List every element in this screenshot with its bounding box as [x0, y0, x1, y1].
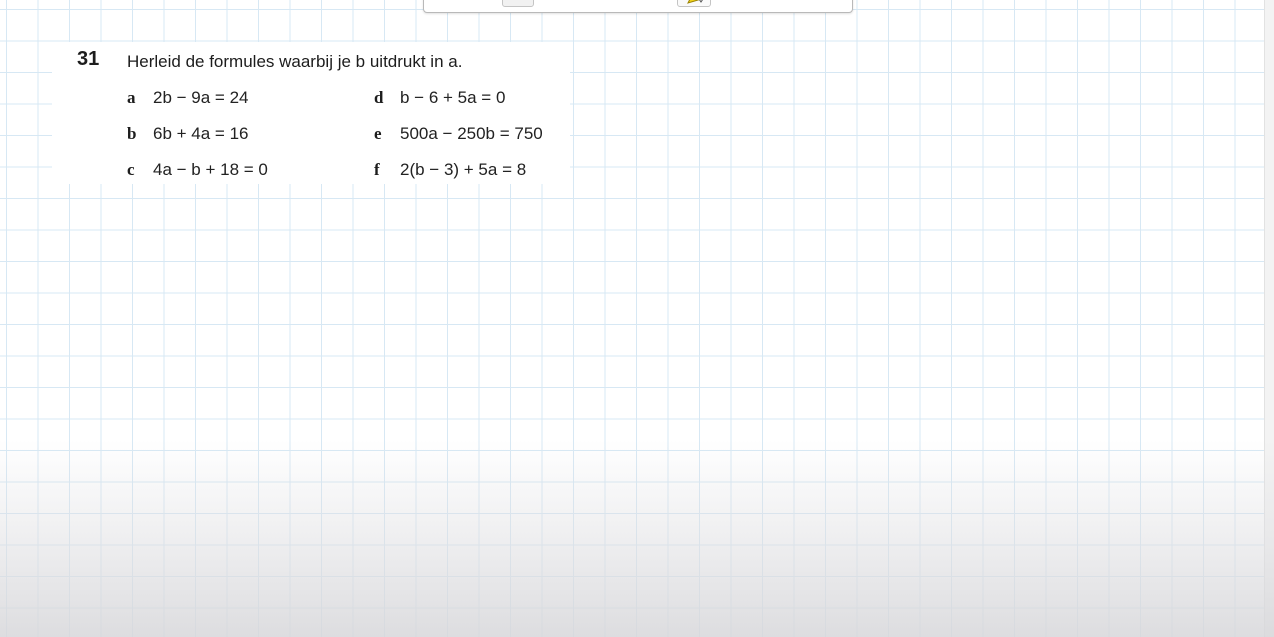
exercise-item-f	[374, 160, 526, 180]
item-expression: 500a − 250b = 750	[400, 124, 543, 143]
item-expression: 2(b − 3) + 5a = 8	[400, 160, 527, 179]
item-expression: 2b − 9a = 24	[153, 88, 249, 107]
pen-icon	[686, 0, 704, 6]
exercise-item-e	[374, 124, 543, 144]
pen-tool-button[interactable]	[677, 0, 711, 7]
item-letter: f	[374, 160, 380, 179]
item-letter: d	[374, 88, 384, 107]
scrollbar-track[interactable]	[1264, 0, 1274, 637]
exercise-item-c	[127, 160, 268, 180]
toolbar-button[interactable]	[502, 0, 534, 7]
drawing-toolbar	[423, 0, 853, 13]
item-expression: 4a − b + 18 = 0	[153, 160, 268, 179]
item-letter: b	[127, 124, 137, 143]
item-expression: b − 6 + 5a = 0	[400, 88, 506, 107]
exercise-item-d	[374, 88, 505, 108]
exercise-item-b	[127, 124, 248, 144]
item-letter: c	[127, 160, 135, 179]
exercise-number: 31	[77, 48, 100, 70]
exercise-panel	[52, 42, 570, 184]
item-letter: e	[374, 124, 382, 143]
item-expression: 6b + 4a = 16	[153, 124, 249, 143]
exercise-item-a	[127, 88, 248, 108]
exercise-instruction: Herleid de formules waarbij je b uitdrukt in a.	[127, 52, 463, 71]
item-letter: a	[127, 88, 136, 107]
